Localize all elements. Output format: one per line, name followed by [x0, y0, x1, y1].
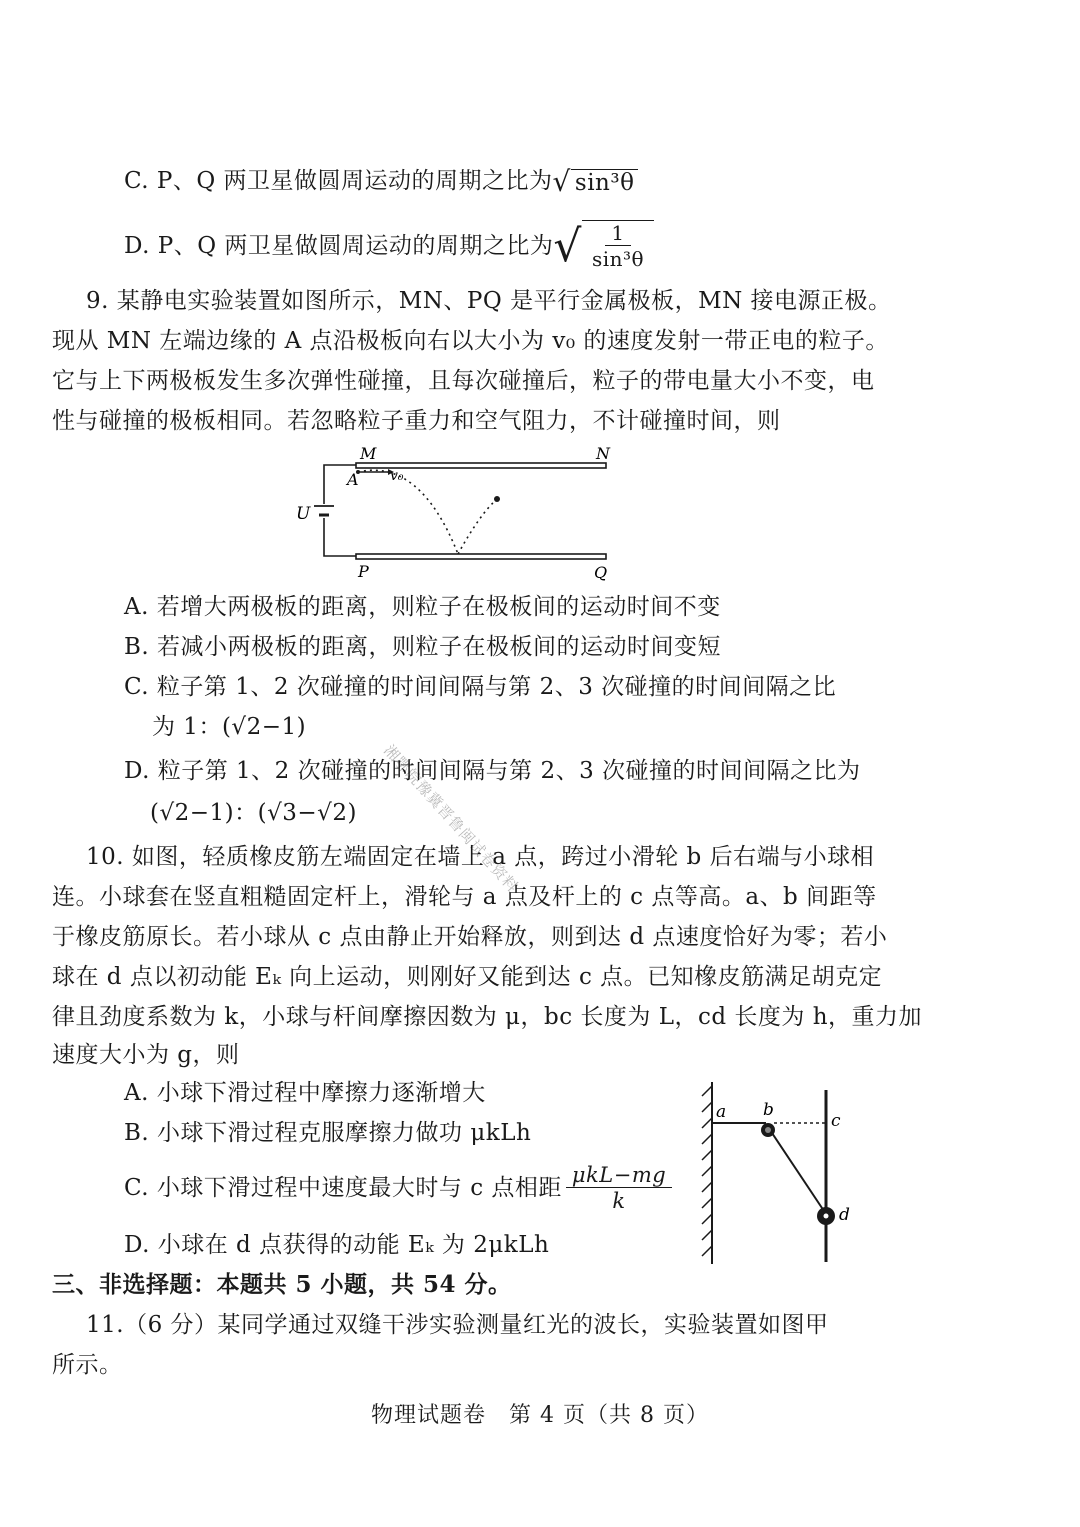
- q10-option-b: B. 小球下滑过程克服摩擦力做功 μkLh: [124, 1120, 532, 1146]
- particle-dot: [494, 496, 500, 502]
- q9-option-c-line-2: 为 1：(√2−1): [152, 714, 307, 740]
- q9-stem-line-3: 它与上下两极板发生多次弹性碰撞，且每次碰撞后，粒子的带电量大小不变，电: [52, 368, 875, 394]
- q9-option-c-line-1: C. 粒子第 1、2 次碰撞的时间间隔与第 2、3 次碰撞的时间间隔之比: [124, 674, 837, 700]
- page-footer: 物理试题卷 第 4 页（共 8 页）: [371, 1403, 709, 1428]
- band-bd: [770, 1130, 826, 1214]
- q10-stem-line-2: 连。小球套在竖直粗糙固定杆上，滑轮与 a 点及杆上的 c 点等高。a、b 间距等: [52, 884, 877, 910]
- q10-stem-line-4: 球在 d 点以初动能 Eₖ 向上运动，则刚好又能到达 c 点。已知橡皮筋满足胡克定: [52, 964, 883, 990]
- q9-stem-line-4: 性与碰撞的极板相同。若忽略粒子重力和空气阻力，不计碰撞时间，则: [52, 408, 781, 434]
- label-q: Q: [594, 563, 608, 582]
- q10-stem-line-3: 于橡皮筋原长。若小球从 c 点由静止开始释放，则到达 d 点速度恰好为零；若小: [52, 924, 888, 950]
- fraction: $\frac{\text{μkL−mg}}{k}$: [566, 1163, 672, 1214]
- sqrt-fraction: √ $\frac{1}{\text{sin³θ}}$: [553, 220, 654, 272]
- label-v0: v₀: [390, 468, 404, 484]
- label-d: d: [839, 1205, 850, 1225]
- q9-stem-line-2: 现从 MN 左端边缘的 A 点沿极板向右以大小为 v₀ 的速度发射一带正电的粒子。: [52, 328, 889, 354]
- q9-option-a: A. 若增大两极板的距离，则粒子在极板间的运动时间不变: [124, 594, 721, 620]
- label-c: c: [831, 1111, 841, 1131]
- trajectory-1: [358, 470, 458, 554]
- section-heading: 三、非选择题：本题共 5 小题，共 54 分。: [52, 1271, 512, 1298]
- q9-option-b: B. 若减小两极板的距离，则粒子在极板间的运动时间变短: [124, 634, 722, 660]
- q11-line-2: 所示。: [52, 1352, 123, 1378]
- q10-stem-line-6: 速度大小为 g，则: [52, 1042, 240, 1068]
- label-a: a: [716, 1102, 727, 1122]
- wire-bottom: [324, 518, 356, 556]
- sqrt-expression: √ sin³θ: [553, 168, 639, 196]
- q9-option-d-line-2: (√2−1)：(√3−√2): [150, 800, 357, 826]
- ball-hole: [824, 1214, 829, 1219]
- plate-pq: [356, 554, 606, 559]
- label-b: b: [763, 1100, 774, 1120]
- q9-option-d-line-1: D. 粒子第 1、2 次碰撞的时间间隔与第 2、3 次碰撞的时间间隔之比为: [124, 758, 861, 784]
- q10-option-c: C. 小球下滑过程中速度最大时与 c 点相距 $\frac{\text{μkL−mg}}{k}$: [124, 1160, 676, 1216]
- q8-option-c: C. P、Q 两卫星做圆周运动的周期之比为 √ sin³θ: [124, 166, 638, 196]
- rubber-band-diagram: [690, 1076, 870, 1266]
- wall-hatching: [702, 1086, 712, 1256]
- q11-line-1: 11.（6 分）某同学通过双缝干涉实验测量红光的波长，实验装置如图甲: [86, 1312, 829, 1338]
- pulley-axle: [765, 1127, 771, 1133]
- q10-option-d: D. 小球在 d 点获得的动能 Eₖ 为 2μkLh: [124, 1232, 550, 1258]
- q10-option-a: A. 小球下滑过程中摩擦力逐渐增大: [124, 1080, 486, 1106]
- label-p: P: [358, 562, 369, 581]
- q10-stem-line-5: 律且劲度系数为 k，小球与杆间摩擦因数为 μ，bc 长度为 L，cd 长度为 h，重力加: [52, 1004, 923, 1030]
- label-n: N: [596, 444, 610, 463]
- watermark: 湘鄂皖豫冀晋鲁闽试卷资料: [380, 741, 522, 897]
- label-a: A: [347, 470, 359, 489]
- q8-option-d: D. P、Q 两卫星做圆周运动的周期之比为 √ $\frac{1}{\text{sin³θ}}$: [124, 218, 654, 274]
- capacitor-diagram: [290, 444, 620, 586]
- trajectory-2: [458, 499, 497, 554]
- q10-stem-line-1: 10. 如图，轻质橡皮筋左端固定在墙上 a 点，跨过小滑轮 b 后右端与小球相: [86, 844, 875, 870]
- label-u: U: [296, 504, 311, 524]
- label-m: M: [360, 444, 377, 463]
- q9-stem-line-1: 9. 某静电实验装置如图所示，MN、PQ 是平行金属极板，MN 接电源正极。: [86, 288, 892, 314]
